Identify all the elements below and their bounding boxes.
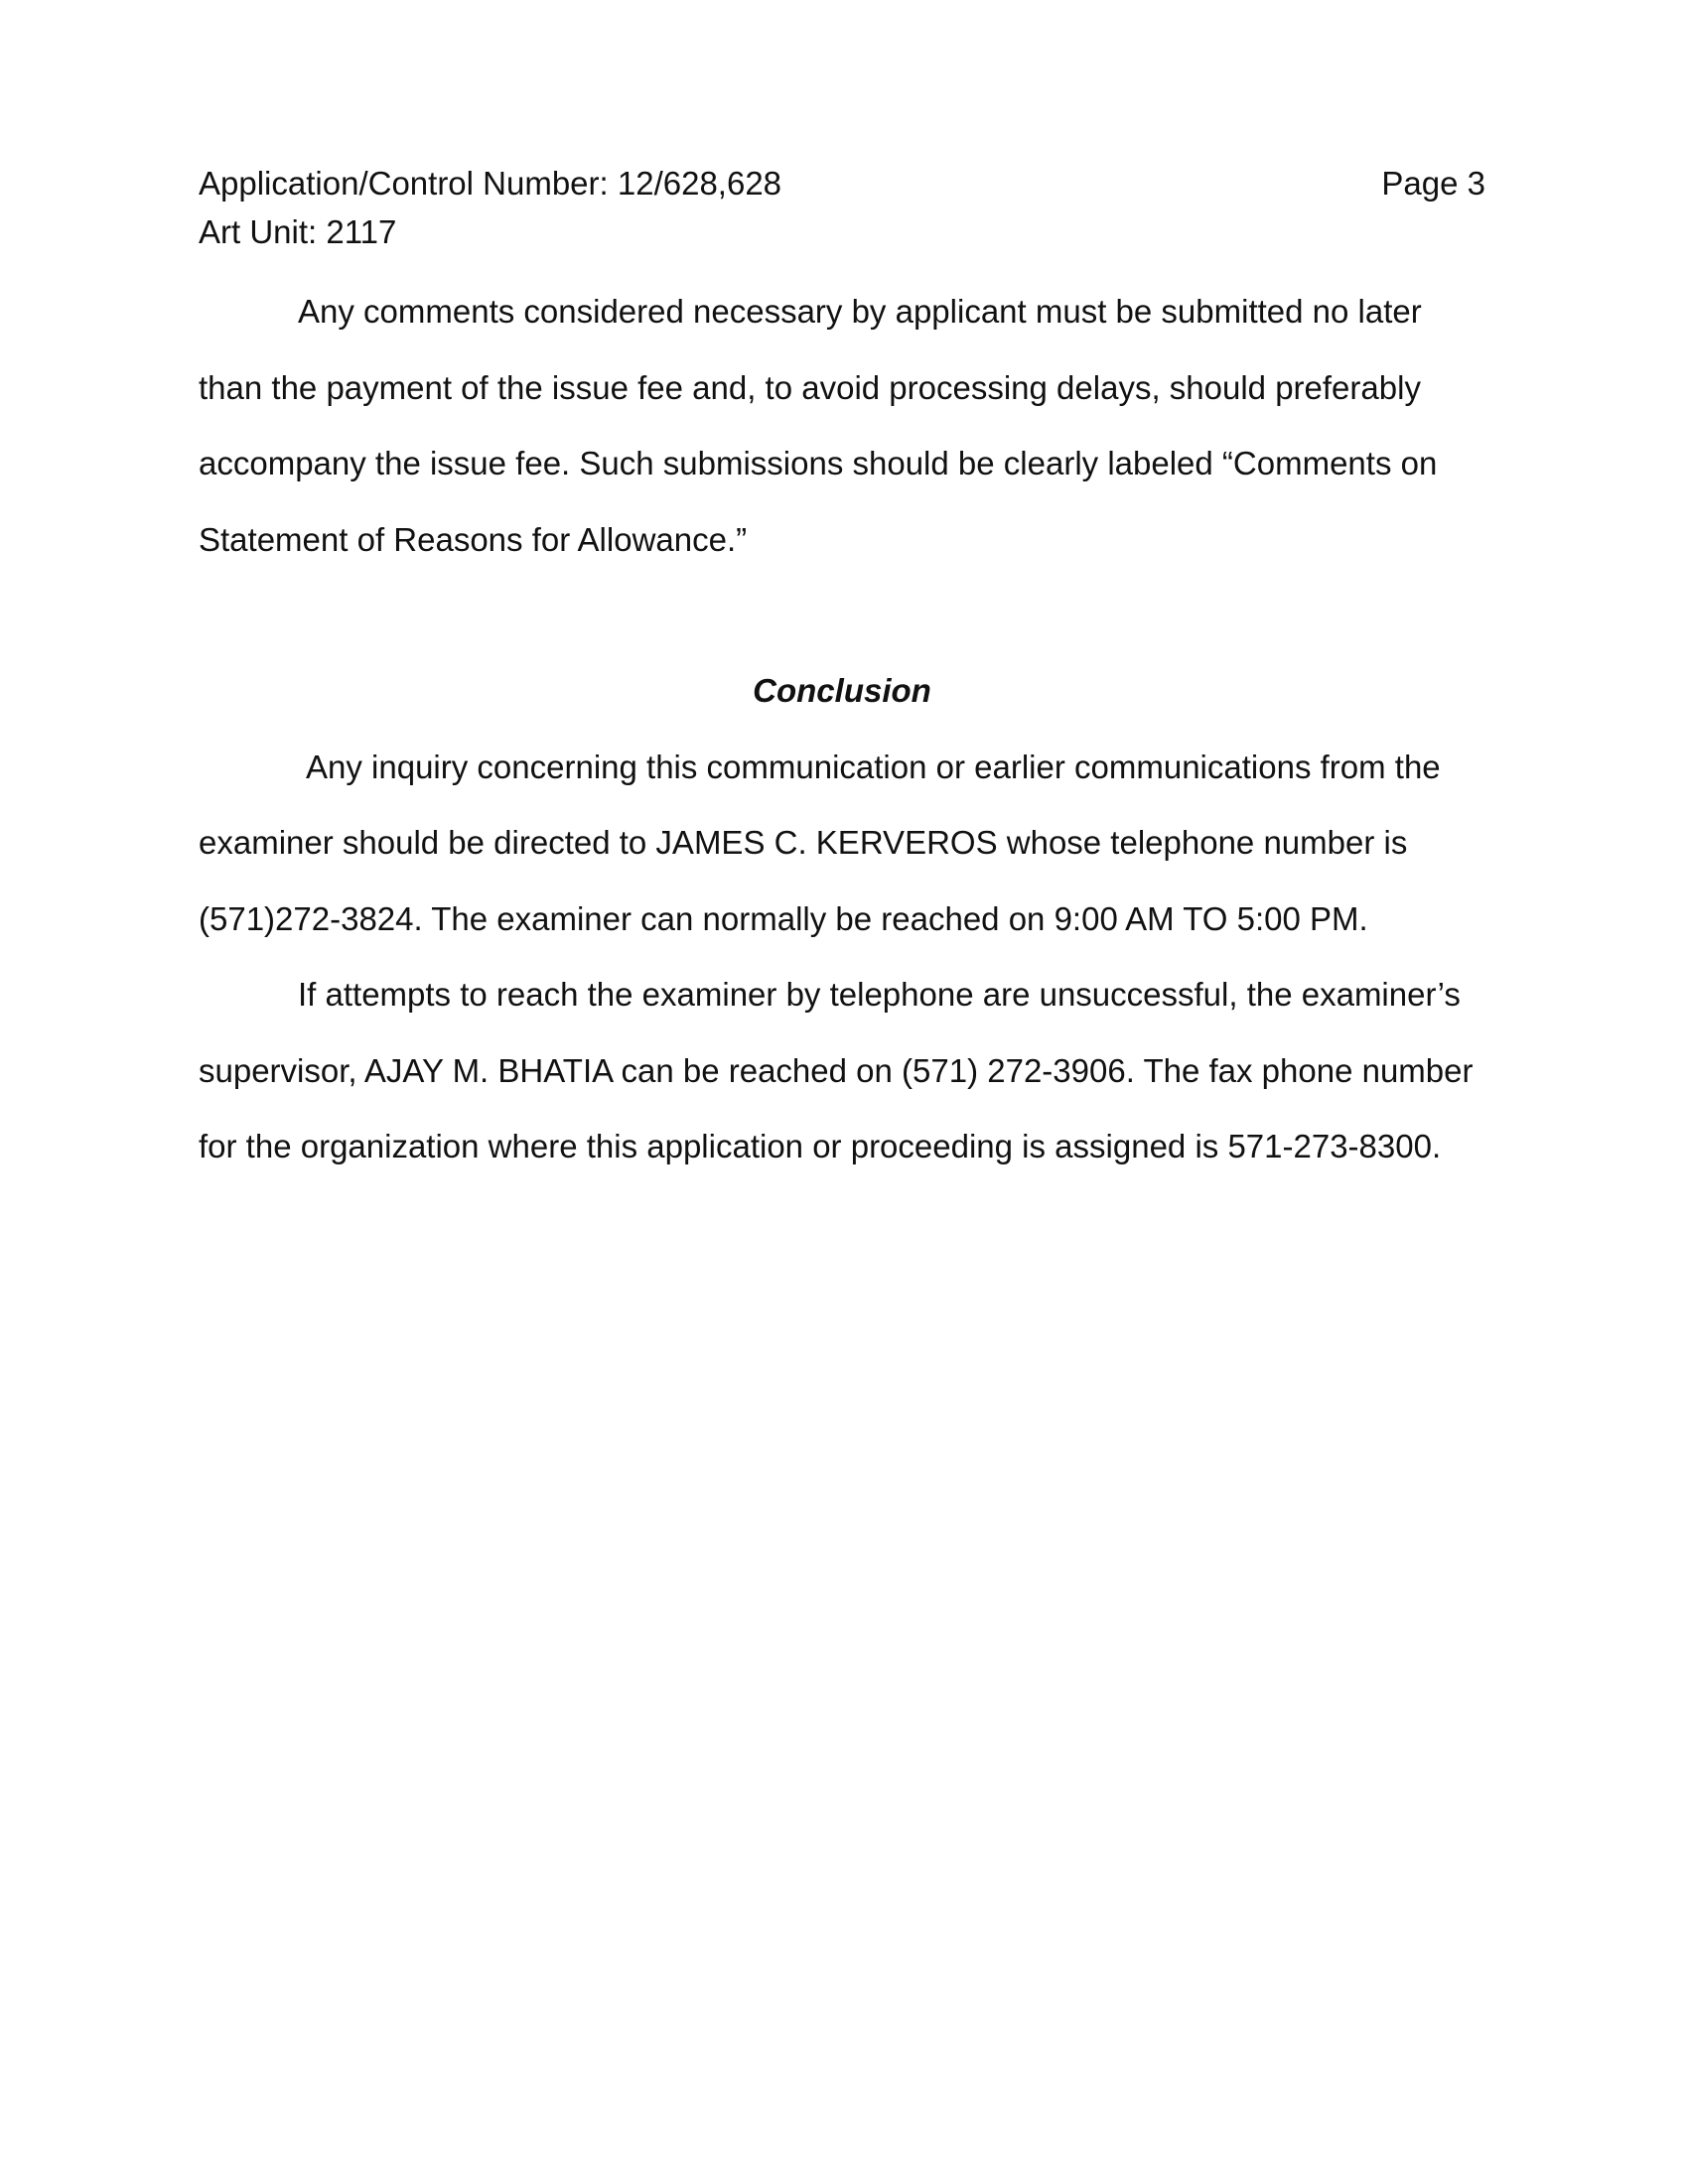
supervisor-paragraph: If attempts to reach the examiner by telephone are unsuccessful, the examiner’s supervisor, AJAY M. BHATIA can be reached on (571) 272-3906. The fax phone number for the organization where this application or proceeding is assigned is 571-273-8300.: [199, 976, 1474, 1164]
inquiry-paragraph: Any inquiry concerning this communication or earlier communications from the examiner should be directed to JAMES C. KERVEROS whose telephone number is (571)272-3824. The examiner can normally be reached on 9:00 AM TO 5:00 PM.: [199, 748, 1441, 937]
art-unit: Art Unit: 2117: [199, 213, 397, 250]
comments-paragraph: Any comments considered necessary by applicant must be submitted no later than the payment of the issue fee and, to avoid processing delays, should preferably accompany the issue fee. Such submissions should be clearly labeled “Comments on Statement of Reasons for Allowance.”: [199, 293, 1438, 558]
header-top-row: [199, 159, 1485, 207]
document-body: [199, 274, 1489, 1185]
conclusion-heading: Conclusion: [753, 672, 931, 709]
page-header: [199, 159, 1485, 256]
page-number: Page 3: [1381, 165, 1485, 202]
application-control-number: Application/Control Number: 12/628,628: [199, 165, 782, 202]
